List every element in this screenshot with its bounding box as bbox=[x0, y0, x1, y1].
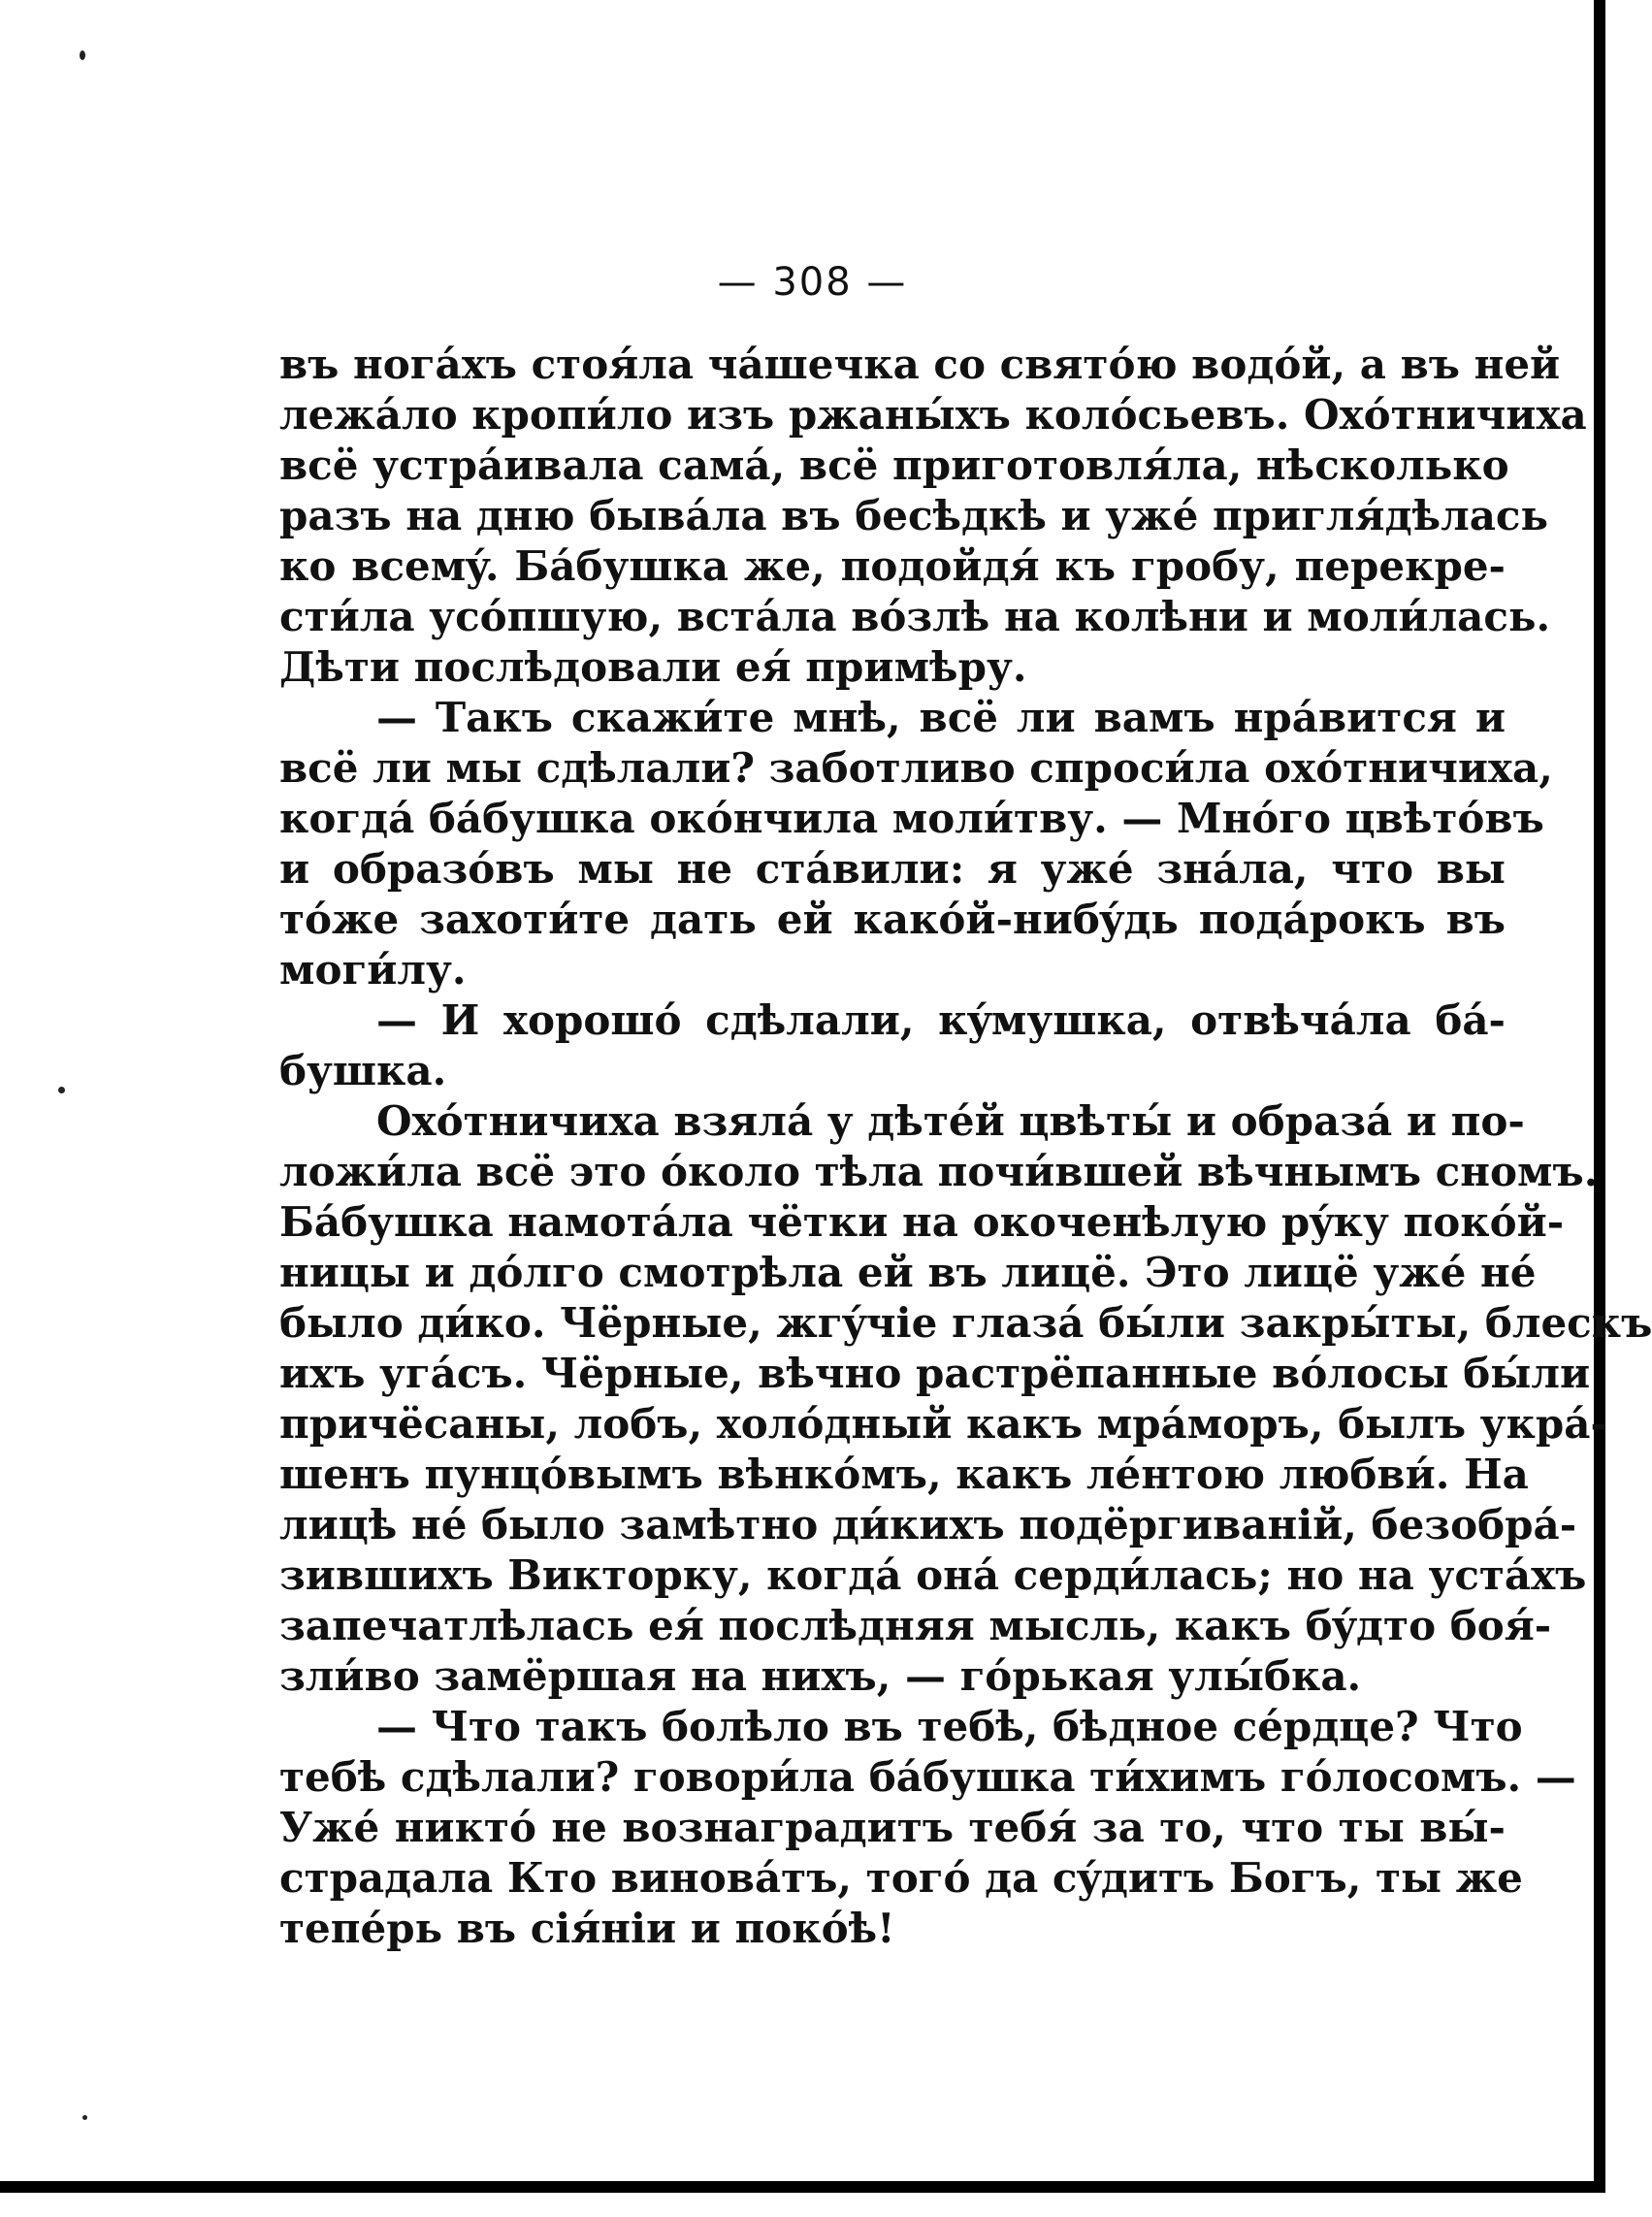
body-text bbox=[279, 340, 1652, 1954]
text-line: ложи́ла всё это óколо тѣла почи́вшей вѣчнымъ сномъ. bbox=[279, 1148, 1599, 1195]
text-line: — И хорошó сдѣлали, кýмушка, отвѣчáла бá- bbox=[376, 996, 1506, 1044]
text-line: въ ногáхъ стоя́ла чáшечка со святóю водóй, а въ ней bbox=[279, 341, 1561, 388]
text-line: всё ли мы сдѣлали? заботливо спроси́ла охóтничиха, bbox=[279, 744, 1553, 792]
text-line: бушка. bbox=[279, 1047, 447, 1094]
text-line: страдала Кто виновáтъ, тогó да сýдитъ Богъ, ты же bbox=[279, 1854, 1523, 1902]
text-line: всё устрáивала самá, всё приготовля́ла, нѣсколько bbox=[279, 441, 1509, 489]
text-line: сти́ла усóпшую, встáла вóзлѣ на колѣни и моли́лась. bbox=[279, 593, 1551, 640]
page-number: — 308 — bbox=[717, 260, 908, 305]
text-line: ницы и дóлго смотрѣла ей въ лицё. Это лицё ужé нé bbox=[279, 1249, 1537, 1296]
text-line: ко всемý. Бáбушка же, подойдя́ къ гробу, перекре- bbox=[279, 542, 1506, 590]
text-line: было ди́ко. Чёрные, жгýчіе глазá бы́ли закры́ты, блескъ bbox=[279, 1299, 1652, 1347]
text-line: Ужé никтó не вознаградитъ тебя́ за то, что ты вы́- bbox=[279, 1804, 1506, 1851]
text-line: ихъ угáсъ. Чёрные, вѣчно растрёпанные вóлосы бы́ли bbox=[279, 1350, 1591, 1397]
text-line: Дѣти послѣдовали ея́ примѣру. bbox=[279, 643, 1027, 691]
scan-speck bbox=[58, 1087, 65, 1093]
text-line: зившихъ Викторку, когдá онá серди́лась; но на устáхъ bbox=[279, 1551, 1587, 1599]
text-line: тепéрь въ сія́ніи и покóѣ! bbox=[279, 1905, 895, 1952]
text-line: когдá бáбушка окóнчила моли́тву. — Мнóго цвѣтóвъ bbox=[279, 795, 1544, 842]
scan-speck bbox=[80, 50, 85, 60]
text-line: зли́во замёршая на нихъ, — гóрькая улы́бка. bbox=[279, 1652, 1362, 1700]
text-line: Охóтничиха взялá у дѣтéй цвѣты́ и образá и по- bbox=[376, 1097, 1525, 1145]
text-line: моги́лу. bbox=[279, 946, 467, 994]
text-line: — Такъ скажи́те мнѣ, всё ли вамъ нрáвится и bbox=[376, 694, 1506, 741]
text-line: и образóвъ мы не стáвили: я ужé знáла, что вы bbox=[279, 845, 1506, 893]
text-line: — Что такъ болѣло въ тебѣ, бѣдное сéрдце? Что bbox=[376, 1703, 1523, 1750]
text-line: причёсаны, лобъ, холóдный какъ мрáморъ, былъ укрá- bbox=[279, 1400, 1607, 1448]
text-line: запечатлѣлась ея́ послѣдняя мысль, какъ бýдто боя́- bbox=[279, 1602, 1552, 1649]
text-line: разъ на дню бывáла въ бесѣдкѣ и ужé пригля́дѣлась bbox=[279, 492, 1549, 539]
text-line: шенъ пунцóвымъ вѣнкóмъ, какъ лéнтою любви́. На bbox=[279, 1451, 1529, 1498]
text-line: лежáло кропи́ло изъ ржаны́хъ колóсьевъ. Охóтничиха bbox=[279, 391, 1587, 439]
text-line: тóже захоти́те дать ей какóй-нибýдь подáрокъ въ bbox=[279, 896, 1506, 943]
text-line: лицѣ нé было замѣтно ди́кихъ подёргиваній, безобрá- bbox=[279, 1501, 1577, 1549]
scan-speck bbox=[82, 2115, 87, 2120]
text-line: тебѣ сдѣлали? говори́ла бáбушка ти́химъ гóлосомъ. — bbox=[279, 1753, 1576, 1801]
text-line: Бáбушка намотáла чётки на окоченѣлую рýку покóй- bbox=[279, 1198, 1565, 1246]
